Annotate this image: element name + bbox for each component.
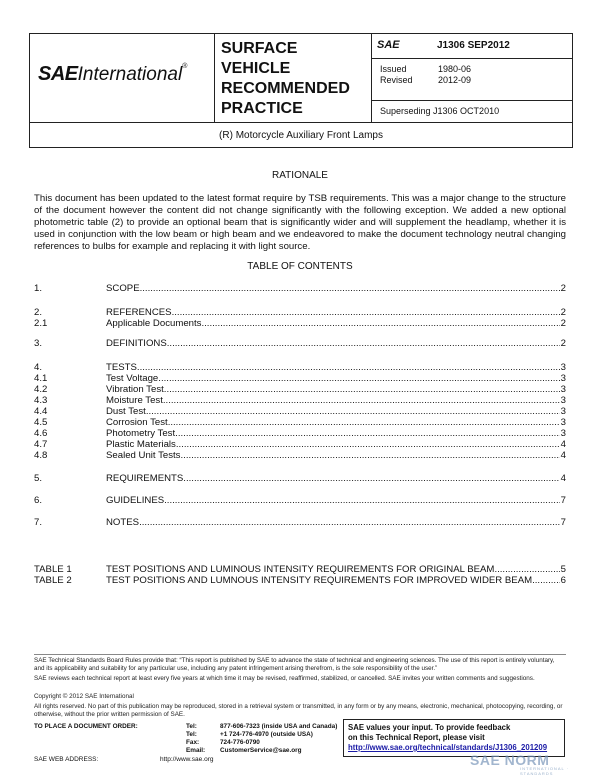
rationale-text: This document has been updated to the latest format require by TSB requirements. This was a major change to the structure of the document however the content did not change significantly with the following exception. We added a new optional photometric table (2) to provide an optional beam that is significantly wider and will supplement the headlamp, whether it is used in conjunction with the low beam or high beam and we endeavored to make the document technology neutral changing references to bulbs for example and replacing it with light source.	[34, 193, 566, 252]
toc-number: 7.	[34, 517, 43, 528]
toc-entry[interactable]	[34, 318, 566, 330]
watermark-logo: SAE NORM	[470, 752, 550, 768]
date-info	[380, 64, 471, 86]
tel2-label: Tel:	[186, 731, 197, 738]
toc-page: 7	[560, 517, 566, 528]
logo-sae: SAE	[38, 63, 78, 85]
web-address-label: SAE WEB ADDRESS:	[34, 756, 99, 763]
feedback-line: on this Technical Report, please visit	[348, 733, 485, 742]
footer-copyright: Copyright © 2012 SAE International	[34, 693, 134, 700]
toc-number: 4.1	[34, 373, 48, 384]
title-line: PRACTICE	[221, 100, 303, 117]
web-address[interactable]: http://www.sae.org	[160, 756, 214, 763]
toc-page: 5	[560, 564, 566, 575]
feedback-link[interactable]: http://www.sae.org/technical/standards/J1306_201209	[348, 743, 548, 752]
document-type-cell	[215, 34, 372, 122]
toc-number: 4.	[34, 362, 43, 373]
issued-label: Issued	[380, 64, 407, 74]
toc-page: 4	[560, 439, 566, 450]
document-number: J1306 SEP2012	[437, 40, 510, 51]
toc-heading: TABLE OF CONTENTS	[247, 261, 353, 272]
toc-number: 3.	[34, 338, 43, 349]
doc-number-row	[372, 34, 572, 59]
feedback-line: SAE values your input. To provide feedback	[348, 723, 511, 732]
toc-number: 6.	[34, 495, 43, 506]
email-label: Email:	[186, 747, 206, 754]
toc-title: TEST POSITIONS AND LUMINOUS INTENSITY REQUIREMENTS FOR ORIGINAL BEAM	[106, 564, 495, 575]
toc-title: Vibration Test	[106, 384, 164, 395]
revised-label: Revised	[380, 75, 413, 85]
toc-page: 3	[560, 362, 566, 373]
toc-page: 4	[560, 473, 566, 484]
fax-label: Fax:	[186, 739, 200, 746]
mini-sae-logo: SAE	[377, 39, 400, 51]
toc-number: 4.8	[34, 450, 48, 461]
footer-rights-text: All rights reserved. No part of this publication may be reproduced, stored in a retrieval system or transmitted, in any form or by any means, electronic, mechanical, photocopying, recording, or otherwise, without the prior written permission of SAE.	[34, 703, 563, 718]
toc-title: REQUIREMENTS	[106, 473, 184, 484]
toc-page: 7	[560, 495, 566, 506]
toc-page: 3	[560, 428, 566, 439]
superseding-info: Superseding J1306 OCT2010	[372, 100, 572, 121]
document-header	[29, 33, 573, 148]
issued-value: 1980-06	[438, 64, 472, 74]
rationale-heading: RATIONALE	[272, 170, 328, 181]
email-address[interactable]: CustomerService@sae.org	[220, 747, 302, 754]
tel-outside-usa: +1 724-776-4970 (outside USA)	[220, 731, 313, 738]
toc-number: 2.1	[34, 318, 48, 329]
toc-page: 2	[560, 283, 566, 294]
fax-number: 724-776-0790	[220, 739, 260, 746]
toc-title: Test Voltage	[106, 373, 159, 384]
sae-international-logo: SAEInternational®	[38, 63, 188, 85]
toc-number: 4.7	[34, 439, 48, 450]
revised-value: 2012-09	[438, 75, 472, 85]
toc-entry[interactable]	[34, 495, 566, 507]
toc-title: Corrosion Test	[106, 417, 168, 428]
toc-entry[interactable]	[34, 450, 566, 462]
title-line: VEHICLE	[221, 60, 291, 77]
toc-number: 4.6	[34, 428, 48, 439]
toc-number: 4.2	[34, 384, 48, 395]
toc-number: 4.3	[34, 395, 48, 406]
toc-title: Photometry Test	[106, 428, 176, 439]
toc-page: 2	[560, 307, 566, 318]
tel-inside-usa: 877-606-7323 (inside USA and Canada)	[220, 723, 338, 730]
toc-title: SCOPE	[106, 283, 140, 294]
toc-title: REFERENCES	[106, 307, 172, 318]
toc-page: 2	[560, 338, 566, 349]
toc-number: 2.	[34, 307, 43, 318]
toc-title: TEST POSITIONS AND LUMNOUS INTENSITY REQUIREMENTS FOR IMPROVED WIDER BEAM	[106, 575, 533, 586]
toc-title: Sealed Unit Tests	[106, 450, 181, 461]
toc-number: 4.5	[34, 417, 48, 428]
toc-number: TABLE 1	[34, 564, 72, 575]
toc-page: 6	[560, 575, 566, 586]
toc-page: 3	[560, 373, 566, 384]
document-title: (R) Motorcycle Auxiliary Front Lamps	[30, 122, 572, 148]
toc-entry[interactable]	[34, 338, 566, 350]
toc-title: Dust Test	[106, 406, 146, 417]
toc-page: 3	[560, 406, 566, 417]
toc-title: Applicable Documents	[106, 318, 202, 329]
toc-title: DEFINITIONS	[106, 338, 167, 349]
toc-number: TABLE 2	[34, 575, 72, 586]
toc-title: Moisture Test	[106, 395, 163, 406]
toc-page: 3	[560, 417, 566, 428]
toc-title: Plastic Materials	[106, 439, 176, 450]
document-meta-cell	[372, 34, 572, 122]
toc-title: GUIDELINES	[106, 495, 165, 506]
toc-page: 4	[560, 450, 566, 461]
toc-number: 1.	[34, 283, 43, 294]
toc-number: 4.4	[34, 406, 48, 417]
footer-rules-text: SAE Technical Standards Board Rules provide that: “This report is published by SAE to advance the state of technical and engineering sciences. The use of this report is entirely voluntary, and its applicability and suitability for any particular use, including any patent infringement arising therefrom, is the sole responsibility of the user.”	[34, 657, 555, 672]
toc-page: 3	[560, 395, 566, 406]
tel-label: Tel:	[186, 723, 197, 730]
title-line: SURFACE	[221, 40, 298, 57]
toc-entry[interactable]	[34, 473, 566, 485]
toc-table-entry[interactable]	[34, 575, 566, 587]
logo-international: International	[77, 64, 183, 85]
document-type	[221, 39, 350, 119]
toc-entry[interactable]	[34, 517, 566, 529]
toc-entry[interactable]	[34, 283, 566, 295]
watermark-subtext: INTERNATIONAL · STANDARDS	[520, 766, 570, 776]
title-line: RECOMMENDED	[221, 80, 350, 97]
toc-page: 3	[560, 384, 566, 395]
toc-title: NOTES	[106, 517, 140, 528]
order-label: TO PLACE A DOCUMENT ORDER:	[34, 723, 138, 730]
logo-cell	[30, 34, 215, 122]
toc-title: TESTS	[106, 362, 137, 373]
footer-divider	[34, 654, 566, 655]
footer-review-text: SAE reviews each technical report at least every five years at which time it may be revised, reaffirmed, stabilized, or cancelled. SAE invites your written comments and suggestions.	[34, 675, 535, 682]
toc-number: 5.	[34, 473, 43, 484]
toc-page: 2	[560, 318, 566, 329]
